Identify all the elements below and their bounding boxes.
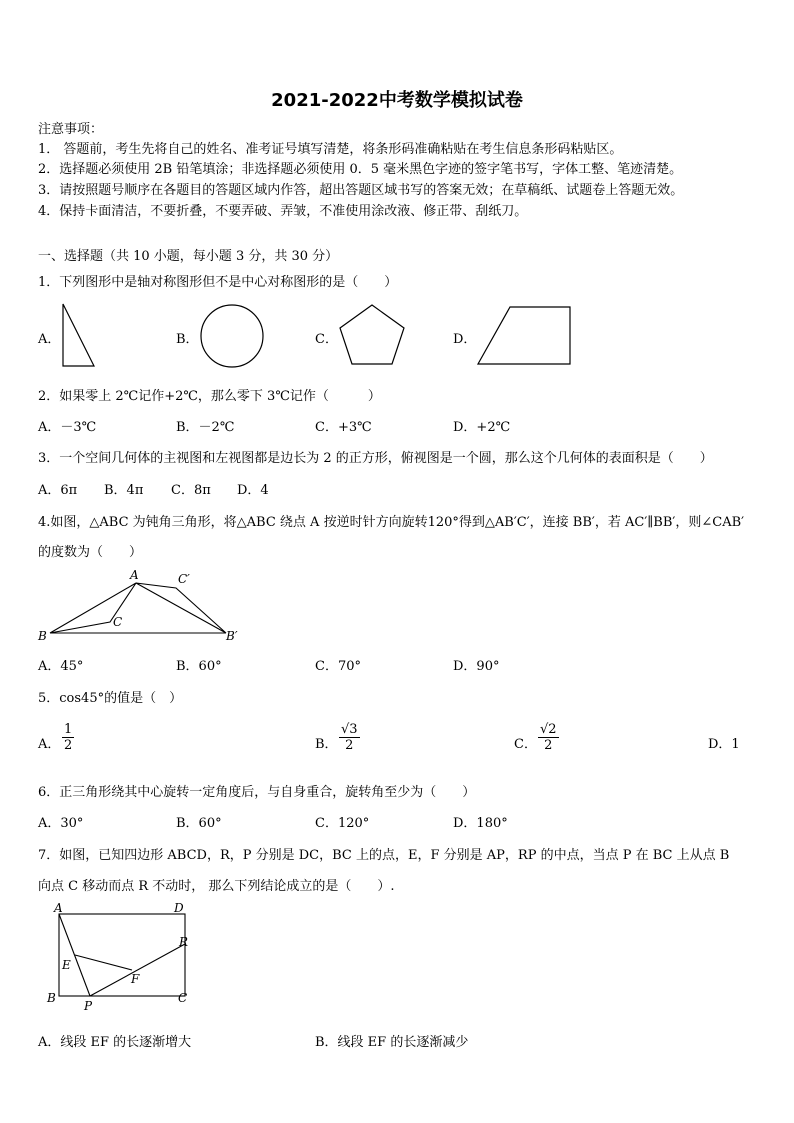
q2-option-a: A．－3℃: [38, 420, 97, 435]
label-c: C: [113, 615, 123, 629]
label-e: E: [62, 958, 71, 972]
notice-item: 1． 答题前，考生先将自己的姓名、准考证号填写清楚，将条形码准确粘贴在考生信息条形码粘贴区。: [38, 142, 623, 157]
label-f: F: [131, 972, 140, 986]
q5-option-c-fraction: [538, 722, 559, 753]
question-4-line1: 4.如图，△ABC 为钝角三角形，将△ABC 绕点 A 按逆时针方向旋转120°得到△AB′C′，连接 BB′，若 AC′∥BB′，则∠CAB′: [38, 515, 745, 530]
fraction-numerator: √2: [540, 722, 557, 737]
label-c: C: [178, 991, 188, 1005]
label-b-prime: B′: [226, 629, 238, 643]
fraction-denominator: 2: [64, 738, 73, 753]
fraction-denominator: 2: [544, 738, 553, 753]
q4-option-d: D．90°: [453, 659, 500, 674]
q5-option-d: D．1: [708, 737, 740, 752]
notice-item: 2．选择题必须使用 2B 铅笔填涂；非选择题必须使用 0．5 毫米黑色字迹的签字笔书写，字体工整、笔迹清楚。: [38, 162, 683, 177]
q3-option-d: D．4: [237, 483, 269, 498]
q6-option-c: C．120°: [315, 816, 370, 831]
q5-option-a-fraction: [62, 722, 74, 753]
q2-option-d: D．+2℃: [453, 420, 511, 435]
trapezoid-figure: [474, 304, 574, 368]
question-7-line2: 向点 C 移动而点 R 不动时， 那么下列结论成立的是（ ）.: [38, 879, 395, 894]
q2-option-b: B．－2℃: [176, 420, 235, 435]
q1-option-a: A．: [38, 332, 61, 347]
q3-option-b: B．4π: [104, 483, 144, 498]
question-5: 5．cos45°的值是（ ）: [38, 691, 183, 706]
circle-figure: [198, 302, 266, 370]
question-4-line2: 的度数为（ ）: [38, 545, 143, 560]
q6-option-b: B．60°: [176, 816, 222, 831]
q5-option-b-fraction: [339, 722, 360, 753]
label-r: R: [179, 935, 189, 949]
question-2: 2．如果零上 2℃记作+2℃，那么零下 3℃记作（ ）: [38, 389, 381, 404]
label-d: D: [174, 901, 184, 915]
q4-option-c: C．70°: [315, 659, 361, 674]
q2-option-c: C．+3℃: [315, 420, 372, 435]
label-p: P: [84, 999, 93, 1012]
q7-option-b: B．线段 EF 的长逐渐减少: [315, 1035, 469, 1050]
q4-option-a: A．45°: [38, 659, 84, 674]
question-7-line1: 7．如图，已知四边形 ABCD，R，P 分别是 DC，BC 上的点，E，F 分别是 AP，RP 的中点，当点 P 在 BC 上从点 B: [38, 848, 730, 863]
quadrilateral-abcd-figure: [40, 900, 200, 1012]
q1-option-c: C．: [315, 332, 338, 347]
fraction-denominator: 2: [345, 738, 354, 753]
fraction-numerator: 1: [64, 722, 73, 737]
q4-option-b: B．60°: [176, 659, 222, 674]
q5-option-a-prefix: A．: [38, 737, 61, 752]
question-3: 3．一个空间几何体的主视图和左视图都是边长为 2 的正方形，俯视图是一个圆，那么这个几何体的表面积是（ ）: [38, 451, 713, 466]
fraction-numerator: √3: [341, 722, 358, 737]
pentagon-figure: [336, 302, 408, 368]
label-c-prime: C′: [178, 572, 190, 586]
label-a: A: [130, 568, 139, 582]
notice-item: 4．保持卡面清洁，不要折叠，不要弄破、弄皱，不准使用涂改液、修正带、刮纸刀。: [38, 204, 528, 219]
notice-item: 3．请按照题号顺序在各题目的答题区域内作答，超出答题区域书写的答案无效；在草稿纸、试题卷上答题无效。: [38, 183, 684, 198]
q6-option-d: D．180°: [453, 816, 508, 831]
q5-option-b-prefix: B．: [315, 737, 338, 752]
section-heading: 一、选择题（共 10 小题，每小题 3 分，共 30 分）: [38, 249, 339, 264]
page-title: 2021-2022中考数学模拟试卷: [271, 90, 523, 111]
question-1: 1．下列图形中是轴对称图形但不是中心对称图形的是（ ）: [38, 275, 398, 290]
right-triangle-figure: [58, 302, 98, 370]
q6-option-a: A．30°: [38, 816, 84, 831]
label-b: B: [38, 629, 47, 643]
q3-option-c: C．8π: [171, 483, 211, 498]
q5-option-c-prefix: C．: [514, 737, 537, 752]
notice-heading: 注意事项：: [38, 122, 104, 137]
rotated-triangle-figure: [36, 566, 246, 646]
q3-option-a: A．6π: [38, 483, 78, 498]
question-6: 6．正三角形绕其中心旋转一定角度后，与自身重合，旋转角至少为（ ）: [38, 785, 476, 800]
q1-option-d: D．: [453, 332, 477, 347]
q1-option-b: B．: [176, 332, 199, 347]
label-a: A: [54, 901, 63, 915]
label-b: B: [47, 991, 56, 1005]
q7-option-a: A．线段 EF 的长逐渐增大: [38, 1035, 192, 1050]
